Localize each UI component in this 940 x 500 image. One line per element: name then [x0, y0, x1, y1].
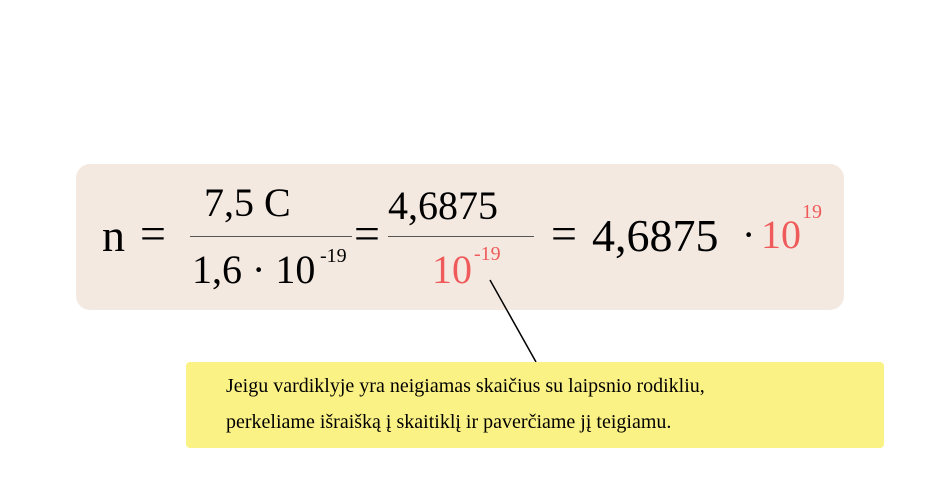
- fraction1-denominator-base: 1,6 · 10: [192, 247, 316, 292]
- note-box: [186, 362, 884, 448]
- fraction2-denominator-exponent: -19: [474, 243, 501, 265]
- equals-sign-2: =: [354, 208, 380, 259]
- variable-n: n: [102, 210, 125, 261]
- fraction2-numerator: 4,6875: [388, 183, 498, 228]
- fraction2-bar: [388, 236, 534, 237]
- result-mantissa: 4,6875: [592, 210, 719, 261]
- fraction1-bar: [190, 236, 352, 237]
- result-power-exponent: 19: [802, 201, 822, 223]
- note-line-2: perkeliame išraišką į skaitiklį ir paverčiame jį teigiamu.: [226, 411, 672, 433]
- equals-sign-1: =: [140, 208, 166, 259]
- equals-sign-3: =: [551, 208, 577, 259]
- fraction1-denominator-exponent: -19: [320, 245, 347, 267]
- note-line-1: Jeigu vardiklyje yra neigiamas skaičius su laipsnio rodikliu,: [226, 375, 705, 397]
- result-power-base: 10: [761, 212, 801, 257]
- fraction1-numerator: 7,5 C: [204, 180, 291, 225]
- result-multiply-dot: ·: [742, 212, 756, 257]
- fraction2-denominator-base: 10: [432, 247, 472, 292]
